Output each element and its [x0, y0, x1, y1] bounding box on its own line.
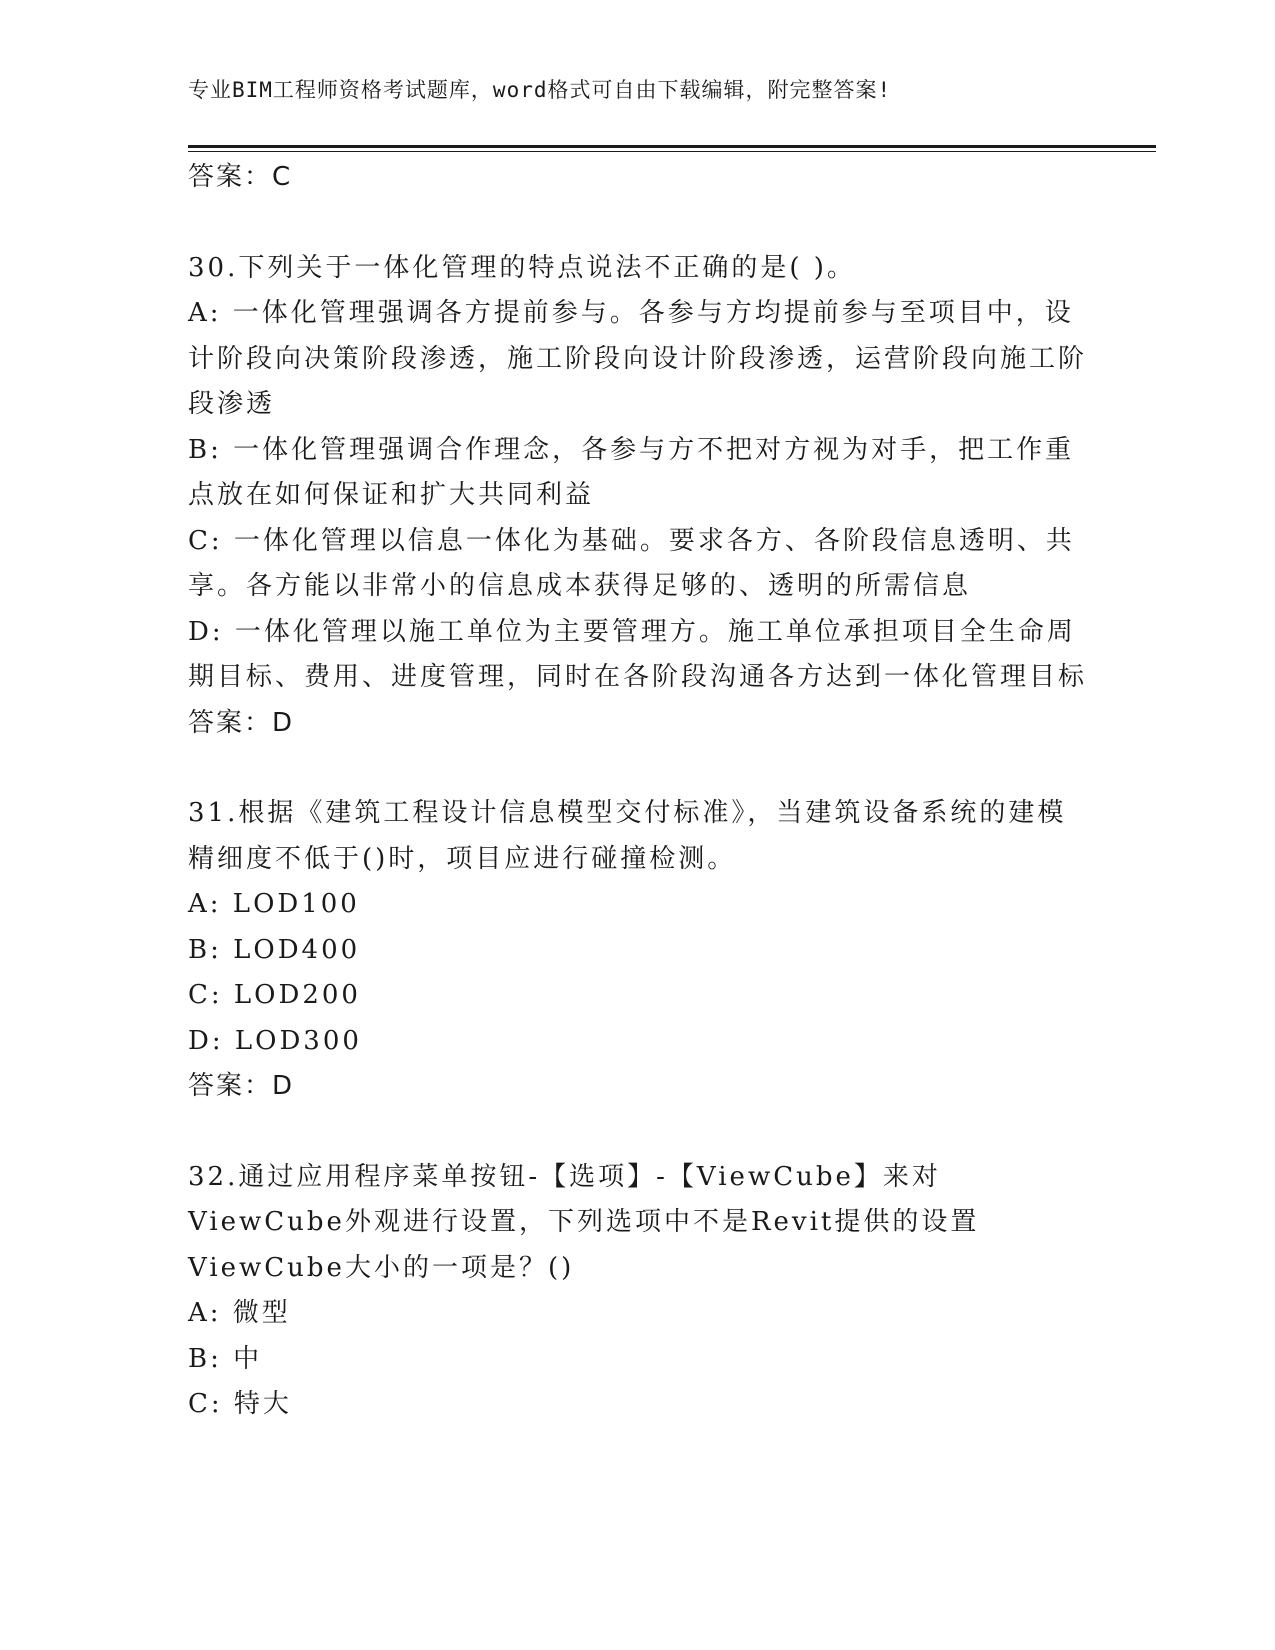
question-text: 32.通过应用程序菜单按钮-【选项】-【ViewCube】来对ViewCube外观进行设置，下列选项中不是Revit提供的设置ViewCube大小的一项是？() — [188, 1161, 980, 1283]
question-text: 30.下列关于一体化管理的特点说法不正确的是( )。 — [188, 252, 856, 283]
answer-line: 答案：D — [188, 707, 295, 738]
option-a: A: LOD100 — [188, 889, 360, 919]
option-d: D: 一体化管理以施工单位为主要管理方。施工单位承担项目全生命周期目标、费用、进度管理，同时在各阶段沟通各方达到一体化管理目标 — [188, 616, 1088, 692]
option-b: B: LOD400 — [188, 934, 361, 965]
page-header: 专业BIM工程师资格考试题库，word格式可自由下载编辑，附完整答案! — [188, 78, 892, 102]
option-a: A: 微型 — [188, 1298, 291, 1328]
header-rule-thin — [188, 151, 1156, 152]
option-d: D: LOD300 — [188, 1025, 362, 1056]
option-c: C: 一体化管理以信息一体化为基础。要求各方、各阶段信息透明、共享。各方能以非常小的信息成本获得足够的、透明的所需信息 — [188, 525, 1075, 601]
header-rule-thick — [188, 145, 1156, 148]
option-c: C: 特大 — [188, 1389, 292, 1419]
option-c: C: LOD200 — [188, 980, 361, 1010]
option-b: B: 一体化管理强调合作理念，各参与方不把对方视为对手，把工作重点放在如何保证和扩大共同利益 — [188, 434, 1075, 510]
answer-line: 答案：D — [188, 1071, 295, 1101]
question-content — [188, 155, 1088, 1428]
spacer — [188, 1110, 1088, 1155]
question-text: 31.根据《建筑工程设计信息模型交付标准》，当建筑设备系统的建模精细度不低于()时，项目应进行碰撞检测。 — [188, 798, 1067, 874]
option-b: B: 中 — [188, 1343, 263, 1374]
option-a: A: 一体化管理强调各方提前参与。各参与方均提前参与至项目中，设计阶段向决策阶段渗透，施工阶段向设计阶段渗透，运营阶段向施工阶段渗透 — [188, 298, 1088, 419]
spacer — [188, 746, 1088, 791]
answer-line: 答案：C — [188, 162, 293, 192]
spacer — [188, 201, 1088, 246]
